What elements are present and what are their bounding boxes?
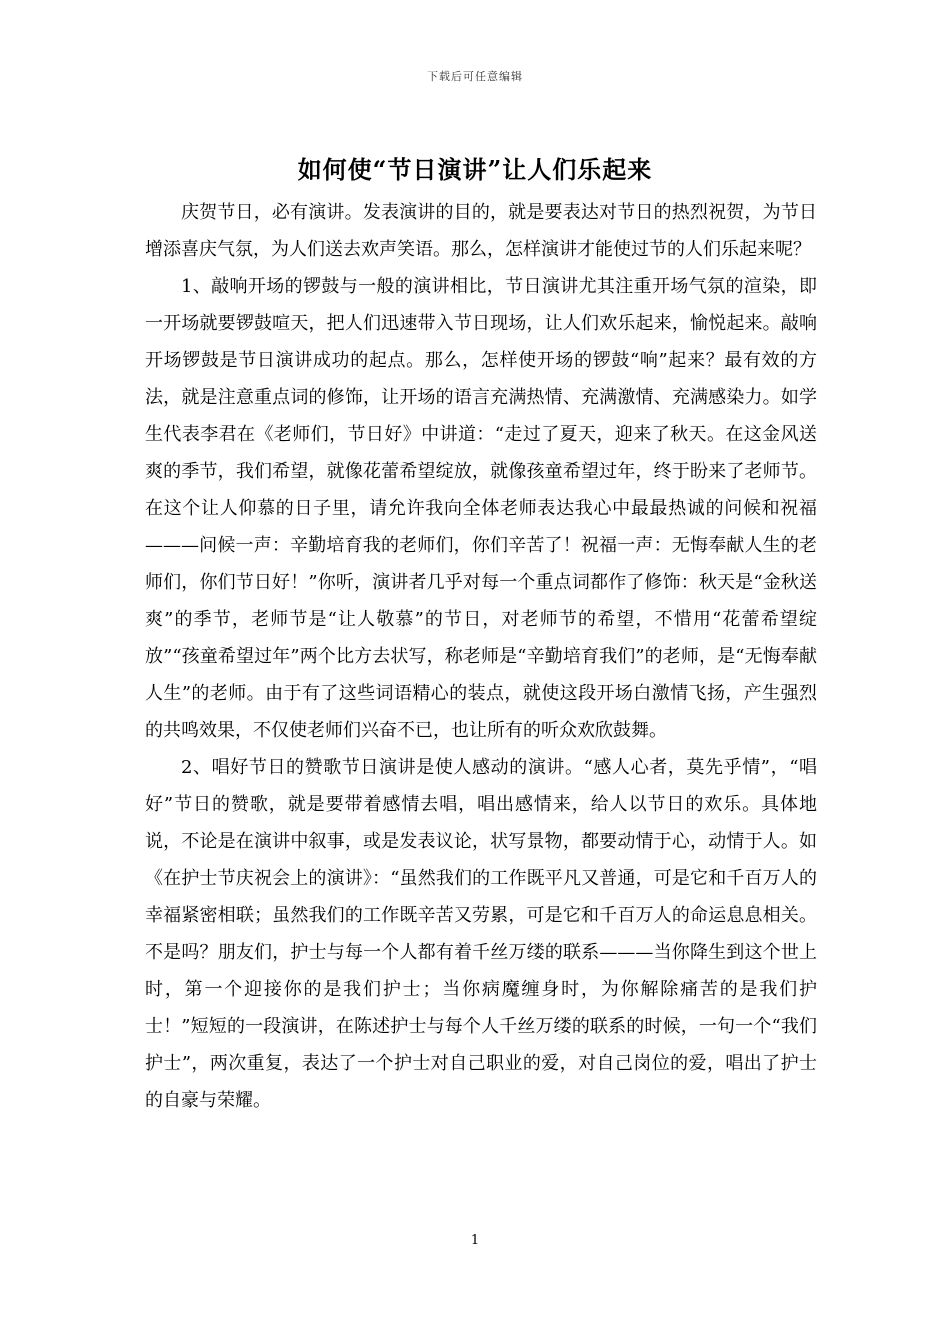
intro-paragraph: 庆贺节日，必有演讲。发表演讲的目的，就是要表达对节日的热烈祝贺，为节日增添喜庆气氛，为人们送去欢声笑语。那么，怎样演讲才能使过节的人们乐起来呢？ xyxy=(145,202,817,260)
header-note: 下载后可任意编辑 xyxy=(427,70,523,83)
document-body xyxy=(145,194,817,1119)
section-2-paragraph: 2、唱好节日的赞歌节日演讲是使人感动的演讲。“感人心者，莫先乎情”，“唱好”节日的赞歌，就是要带着感情去唱，唱出感情来，给人以节日的欢乐。具体地说，不论是在演讲中叙事，或是发表议论，状写景物，都要动情于心，动情于人。如《在护士节庆祝会上的演讲》：“虽然我们的工作既平凡又普通，可是它和千百万人的幸福紧密相联；虽然我们的工作既辛苦又劳累，可是它和千百万人的命运息息相关。不是吗？朋友们，护士与每一个人都有着千丝万缕的联系———当你降生到这个世上时，第一个迎接你的是我们护士；当你病魔缠身时，为你解除痛苦的是我们护士！”短短的一段演讲，在陈述护士与每个人千丝万缕的联系的时候，一句一个“我们护士”，两次重复，表达了一个护士对自己职业的爱，对自己岗位的爱，唱出了护士的自豪与荣耀。 xyxy=(145,757,817,1111)
page-number: 1 xyxy=(470,1233,480,1248)
document-title: 如何使“节日演讲”让人们乐起来 xyxy=(297,155,653,184)
section-1-paragraph: 1、敲响开场的锣鼓与一般的演讲相比，节日演讲尤其注重开场气氛的渲染，即一开场就要锣鼓喧天，把人们迅速带入节日现场，让人们欢乐起来，愉悦起来。敲响开场锣鼓是节日演讲成功的起点。那么，怎样使开场的锣鼓“响”起来？最有效的方法，就是注意重点词的修饰，让开场的语言充满热情、充满激情、充满感染力。如学生代表李君在《老师们，节日好》中讲道：“走过了夏天，迎来了秋天。在这金风送爽的季节，我们希望，就像花蕾希望绽放，就像孩童希望过年，终于盼来了老师节。在这个让人仰慕的日子里，请允许我向全体老师表达我心中最最热诚的问候和祝福———问候一声：辛勤培育我的老师们，你们辛苦了！祝福一声：无悔奉献人生的老师们，你们节日好！”你听，演讲者几乎对每一个重点词都作了修饰：秋天是“金秋送爽”的季节，老师节是“让人敬慕”的节日，对老师节的希望，不惜用“花蕾希望绽放”“孩童希望过年”两个比方去状写，称老师是“辛勤培育我们”的老师，是“无悔奉献人生”的老师。由于有了这些词语精心的装点，就使这段开场白激情飞扬，产生强烈的共鸣效果，不仅使老师们兴奋不已，也让所有的听众欢欣鼓舞。 xyxy=(145,276,817,741)
